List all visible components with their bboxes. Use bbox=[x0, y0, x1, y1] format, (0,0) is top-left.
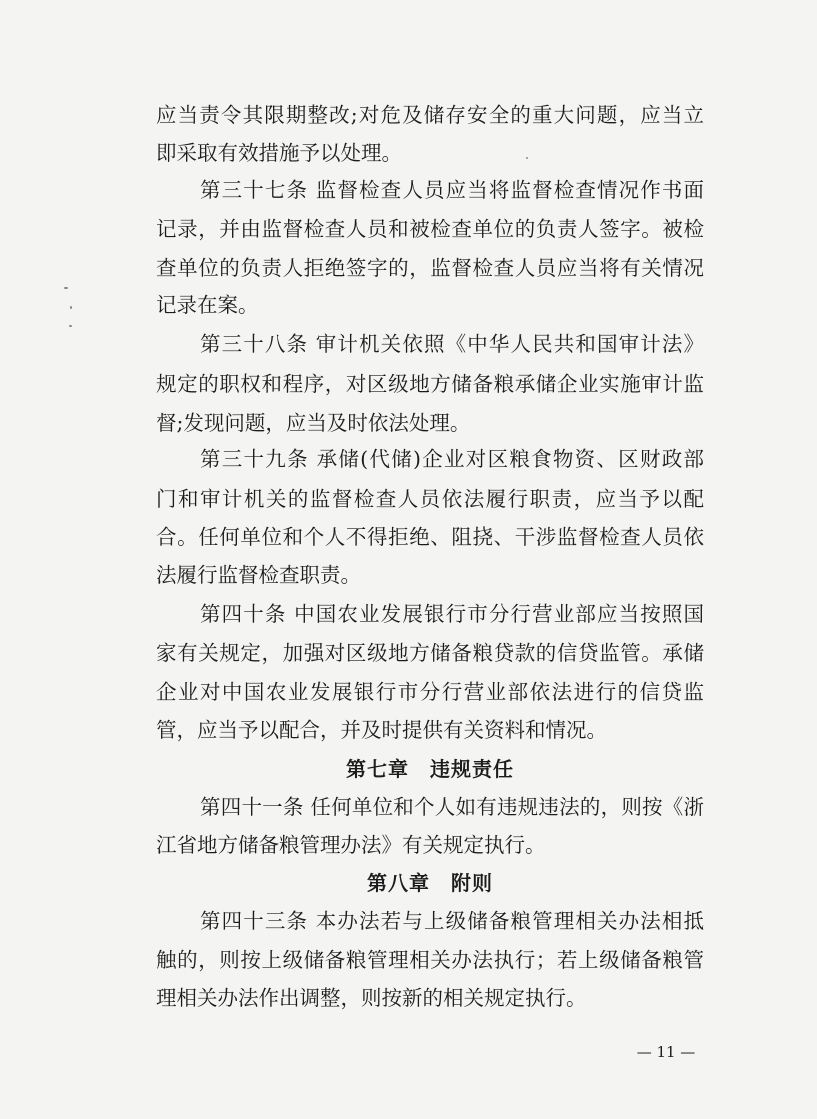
scan-speck bbox=[64, 287, 68, 289]
text-line: 查单位的负责人拒绝签字的，监督检查人员应当将有关情况 bbox=[156, 256, 704, 280]
text-line: 督;发现问题，应当及时依法处理。 bbox=[156, 411, 471, 435]
text-line: 触的，则按上级储备粮管理相关办法执行；若上级储备粮管 bbox=[156, 948, 704, 972]
chapter-heading: 第七章 违规责任 bbox=[346, 757, 514, 781]
text-line: 第三十八条 审计机关依照《中华人民共和国审计法》 bbox=[200, 332, 704, 356]
text-line: 规定的职权和程序，对区级地方储备粮承储企业实施审计监 bbox=[156, 372, 704, 396]
scan-speck bbox=[70, 306, 72, 309]
text-line: 第三十九条 承储(代储)企业对区粮食物资、区财政部 bbox=[200, 447, 704, 471]
text-line: 合。任何单位和个人不得拒绝、阻挠、干涉监督检查人员依 bbox=[156, 525, 704, 549]
text-line: 理相关办法作出调整，则按新的相关规定执行。 bbox=[156, 986, 587, 1010]
text-line: 第四十一条 任何单位和个人如有违规违法的，则按《浙 bbox=[200, 795, 704, 819]
text-line: 记录在案。 bbox=[156, 293, 259, 317]
text-line: 应当责令其限期整改;对危及储存安全的重大问题，应当立 bbox=[156, 103, 704, 127]
chapter-heading: 第八章 附则 bbox=[367, 871, 493, 895]
scan-speck bbox=[69, 325, 72, 327]
text-line: 第三十七条 监督检查人员应当将监督检查情况作书面 bbox=[200, 178, 704, 202]
scan-speck bbox=[526, 157, 528, 159]
text-line: 企业对中国农业发展银行市分行营业部依法进行的信贷监 bbox=[156, 680, 704, 704]
text-line: 即采取有效措施予以处理。 bbox=[156, 141, 402, 165]
page-number: — 11 — bbox=[636, 1043, 696, 1061]
text-line: 江省地方储备粮管理办法》有关规定执行。 bbox=[156, 833, 546, 857]
text-line: 第四十条 中国农业发展银行市分行营业部应当按照国 bbox=[200, 602, 704, 626]
text-line: 门和审计机关的监督检查人员依法履行职责，应当予以配 bbox=[156, 487, 704, 511]
text-line: 记录，并由监督检查人员和被检查单位的负责人签字。被检 bbox=[156, 217, 704, 241]
text-line: 第四十三条 本办法若与上级储备粮管理相关办法相抵 bbox=[200, 909, 704, 933]
text-line: 家有关规定，加强对区级地方储备粮贷款的信贷监管。承储 bbox=[156, 641, 704, 665]
text-line: 法履行监督检查职责。 bbox=[156, 563, 361, 587]
text-line: 管，应当予以配合，并及时提供有关资料和情况。 bbox=[156, 718, 607, 742]
